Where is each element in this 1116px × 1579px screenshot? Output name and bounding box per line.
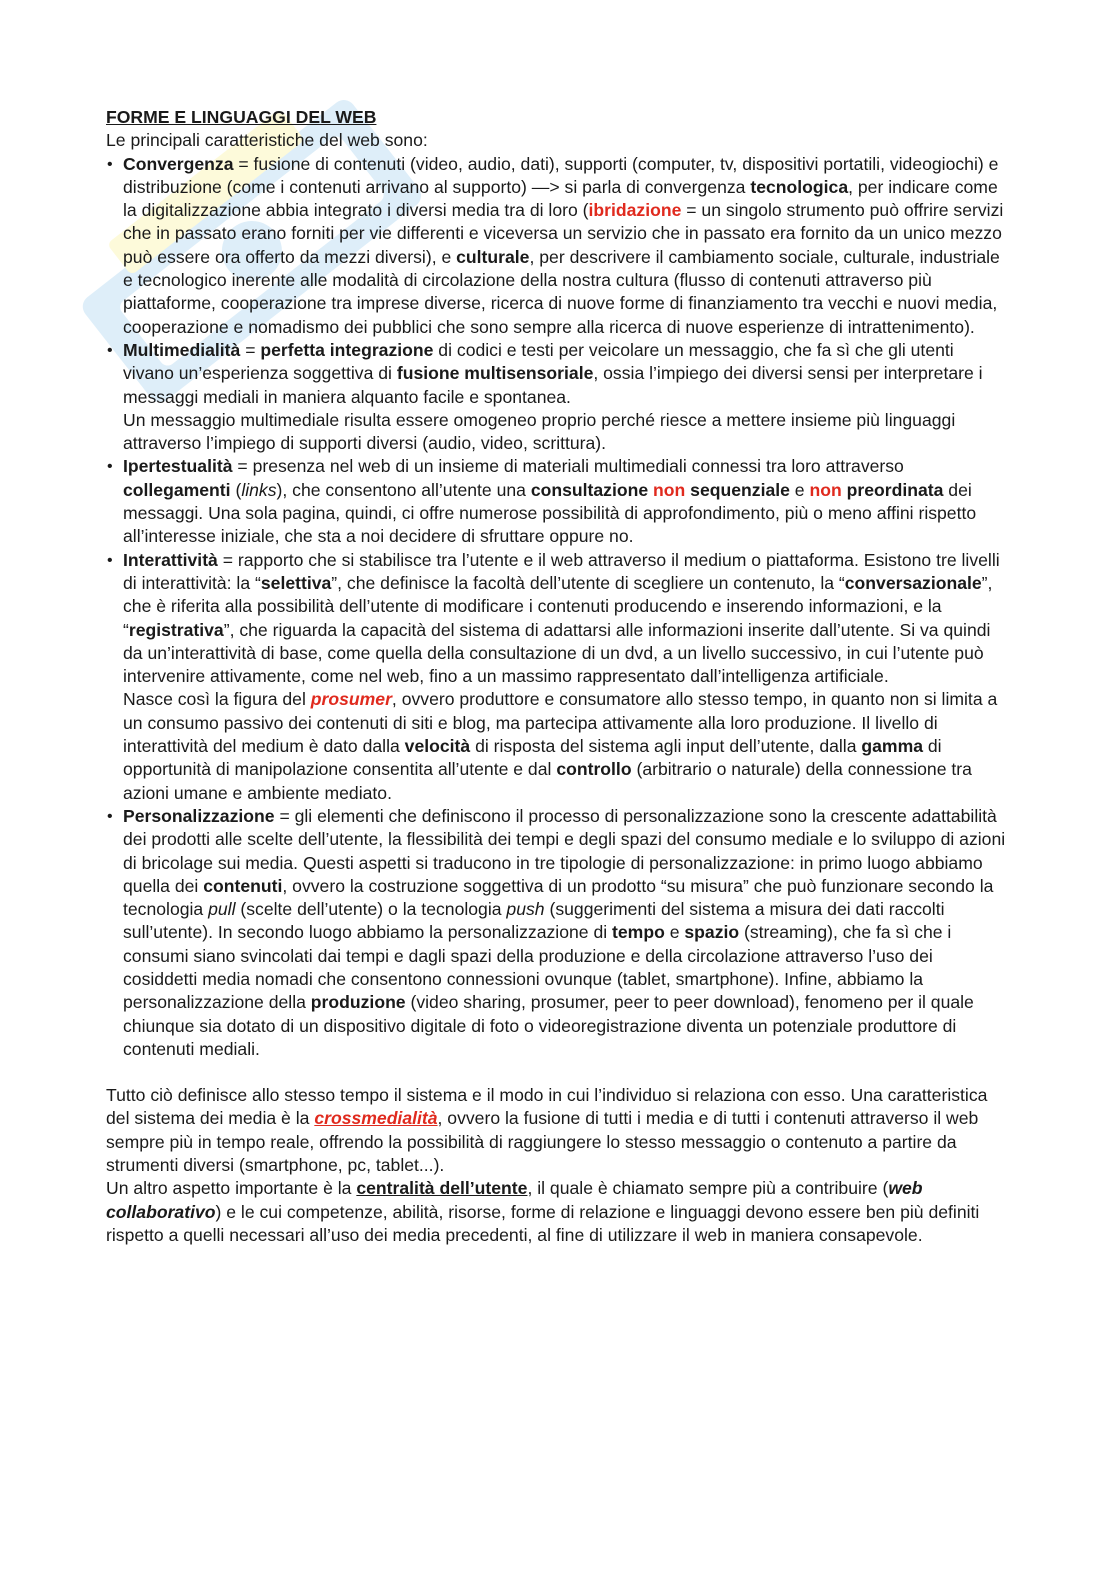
list-item-personalizzazione: • Personalizzazione = gli elementi che definiscono il processo di personalizzazione sono la crescente adattabilità dei prodotti alle scelte dell’utente, la flessibilità dei tempi e degli spazi del consumo mediale e lo sviluppo di azioni di bricolage sui media. Questi aspetti si traducono in tre tipologie di personalizzazione: in primo luogo abbiamo quella dei contenuti, ovvero la costruzione soggettiva di un prodotto “su misura” che può funzionare secondo la tecnologia pull (scelte dell’utente) o la tecnologia push (suggerimenti del sistema a misura dei dati raccolti sull’utente). In secondo luogo abbiamo la personalizzazione di tempo e spazio (streaming), che fa sì che i consumi siano svincolati dai tempi e dagli spazi della produzione e della circolazione attraverso l’uso dei cosiddetti media nomadi che consentono connessioni ovunque (tablet, smartphone). Infine, abbiamo la personalizzazione della produzione (video sharing, prosumer, peer to peer download), fenomeno per il quale chiunque sia dotato di un dispositivo digitale di foto o videoregistrazione diventa un potenziale produttore di contenuti mediali. xyxy=(106,805,1006,1061)
intro-text: Le principali caratteristiche del web sono: xyxy=(106,130,428,151)
list-item-ipertestualita: • Ipertestualità = presenza nel web di un insieme di materiali multimediali connessi tra loro attraverso collegamenti (links), che consentono all’utente una consultazione non sequenziale e non preordinata dei messaggi. Una sola pagina, quindi, ci offre numerose possibilità di approfondimento, più o meno affini rispetto all’interesse iniziale, che sta a noi decidere di sfruttare oppure no. xyxy=(106,455,1006,548)
list-item-multimedialita: • Multimedialità = perfetta integrazione di codici e testi per veicolare un messaggio, che fa sì che gli utenti vivano un’esperienza soggettiva di fusione multisensoriale, ossia l’impiego dei diversi sensi per interpretare i messaggi mediali in maniera alquanto facile e spontanea. Un messaggio multimediale risulta essere omogeneo proprio perché riesce a mettere insieme più linguaggi attraverso l’impiego di supporti diversi (audio, video, scrittura). xyxy=(106,339,1006,455)
page-title: FORME E LINGUAGGI DEL WEB xyxy=(106,107,377,127)
features-list xyxy=(106,153,1006,1062)
section-gap xyxy=(106,1061,1006,1084)
list-item-convergenza: • Convergenza = fusione di contenuti (video, audio, dati), supporti (computer, tv, dispositivi portatili, videogiochi) e distribuzione (come i contenuti arrivano al supporto) —> si parla di convergenza tecnologica, per indicare come la digitalizzazione abbia integrato i diversi media tra di loro (ibridazione = un singolo strumento può offrire servizi che in passato erano forniti per vie differenti e viceversa un servizio che in passato era fornito da un unico mezzo può essere ora offerto da mezzi diversi), e culturale, per descrivere il cambiamento sociale, culturale, industriale e tecnologico inerente alle modalità di circolazione della nostra cultura (flusso di contenuti attraverso più piattaforme, cooperazione tra imprese diverse, ricerca di nuove forme di finanziamento tra vecchi e nuovi media, cooperazione e nomadismo dei pubblici che sono sempre alla ricerca di nuove esperienze di intrattenimento). xyxy=(106,153,1006,339)
list-item-interattivita: • Interattività = rapporto che si stabilisce tra l’utente e il web attraverso il medium o piattaforma. Esistono tre livelli di interattività: la “selettiva”, che definisce la facoltà dell’utente di scegliere un contenuto, la “conversazionale”, che è riferita alla possibilità dell’utente di modificare i contenuti producendo e inserendo informazioni, e la “registrativa”, che riguarda la capacità del sistema di adattarsi alle informazioni inserite dall’utente. Si va quindi da un’interattività di base, come quella della consultazione di un dvd, a un livello successivo, in cui l’utente può intervenire attivamente, come nel web, fino a un massimo rappresentato dall’intelligenza artificiale. Nasce così la figura del prosumer, ovvero produttore e consumatore allo stesso tempo, in quanto non si limita a un consumo passivo dei contenuti di siti e blog, ma partecipa attivamente alla loro produzione. Il livello di interattività del medium è dato dalla velocità di risposta del sistema agli input dell’utente, dalla gamma di opportunità di manipolazione consentita all’utente e dal controllo (arbitrario o naturale) della connessione tra azioni umane e ambiente mediato. xyxy=(106,549,1006,805)
closing-paragraph-2: Un altro aspetto importante è la centralità dell’utente, il quale è chiamato sempre più a contribuire (web collaborativo) e le cui competenze, abilità, risorse, forme di relazione e linguaggi devono essere ben più definiti rispetto a quelli necessari all’uso dei media precedenti, al fine di utilizzare il web in maniera consapevole. xyxy=(106,1178,980,1245)
document-page xyxy=(106,106,1006,1247)
multimedialita-paragraph: Un messaggio multimediale risulta essere omogeneo proprio perché riesce a mettere insieme più linguaggi attraverso l’impiego di supporti diversi (audio, video, scrittura). xyxy=(123,409,956,454)
prosumer-paragraph: Nasce così la figura del prosumer, ovvero produttore e consumatore allo stesso tempo, in quanto non si limita a un consumo passivo dei contenuti di siti e blog, ma partecipa attivamente alla loro produzione. Il livello di interattività del medium è dato dalla velocità di risposta del sistema agli input dell’utente, dalla gamma di opportunità di manipolazione consentita all’utente e dal controllo (arbitrario o naturale) della connessione tra azioni umane e ambiente mediato. xyxy=(123,689,998,803)
closing-paragraph-1: Tutto ciò definisce allo stesso tempo il sistema e il modo in cui l’individuo si relaziona con esso. Una caratteristica del sistema dei media è la crossmedialità, ovvero la fusione di tutti i media e di tutti i contenuti attraverso il web sempre più in tempo reale, offrendo la possibilità di raggiungere lo stesso messaggio o contenuto a partire da strumenti diversi (smartphone, pc, tablet...). xyxy=(106,1085,988,1176)
